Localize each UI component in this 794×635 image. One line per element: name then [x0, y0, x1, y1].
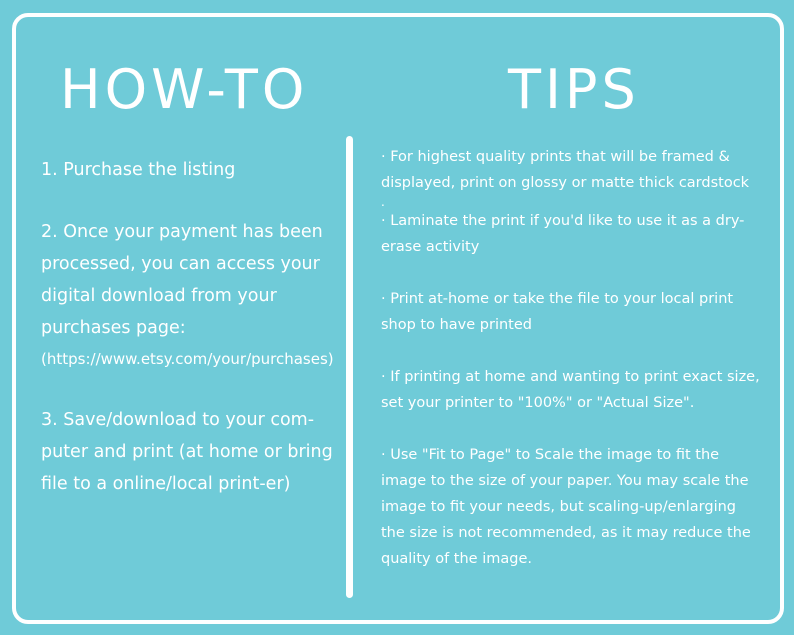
- purchases-url: (https://www.etsy.com/your/purchases): [41, 350, 334, 368]
- step-1: 1. Purchase the listing: [41, 160, 236, 180]
- tips-list: [381, 144, 761, 598]
- tip-3: · Print at-home or take the file to your local print shop to have printed: [381, 291, 734, 333]
- howto-steps: [41, 154, 336, 530]
- tips-heading: TIPS: [508, 58, 640, 121]
- stray-dot: .: [381, 195, 385, 209]
- step-2-text: 2. Once your payment has been processed, you can access your digital download from your purchases page:: [41, 222, 323, 338]
- tip-1: · For highest quality prints that will be framed & displayed, print on glossy or matte thick cardstock: [381, 149, 750, 191]
- tip-4: · If printing at home and wanting to print exact size, set your printer to "100%" or "Actual Size".: [381, 369, 760, 411]
- tip-5: · Use "Fit to Page" to Scale the image to fit the image to the size of your paper. You may scale the image to fit your needs, but scaling-up/enlarging the size is not recommended, as it may reduce the quality of the image.: [381, 447, 751, 567]
- column-divider: [346, 136, 353, 598]
- tip-2: · Laminate the print if you'd like to use it as a dry-erase activity: [381, 213, 745, 255]
- step-3: 3. Save/download to your com-puter and print (at home or bring file to a online/local print-er): [41, 410, 333, 494]
- howto-heading: HOW-TO: [60, 58, 309, 121]
- step-2: [41, 216, 336, 374]
